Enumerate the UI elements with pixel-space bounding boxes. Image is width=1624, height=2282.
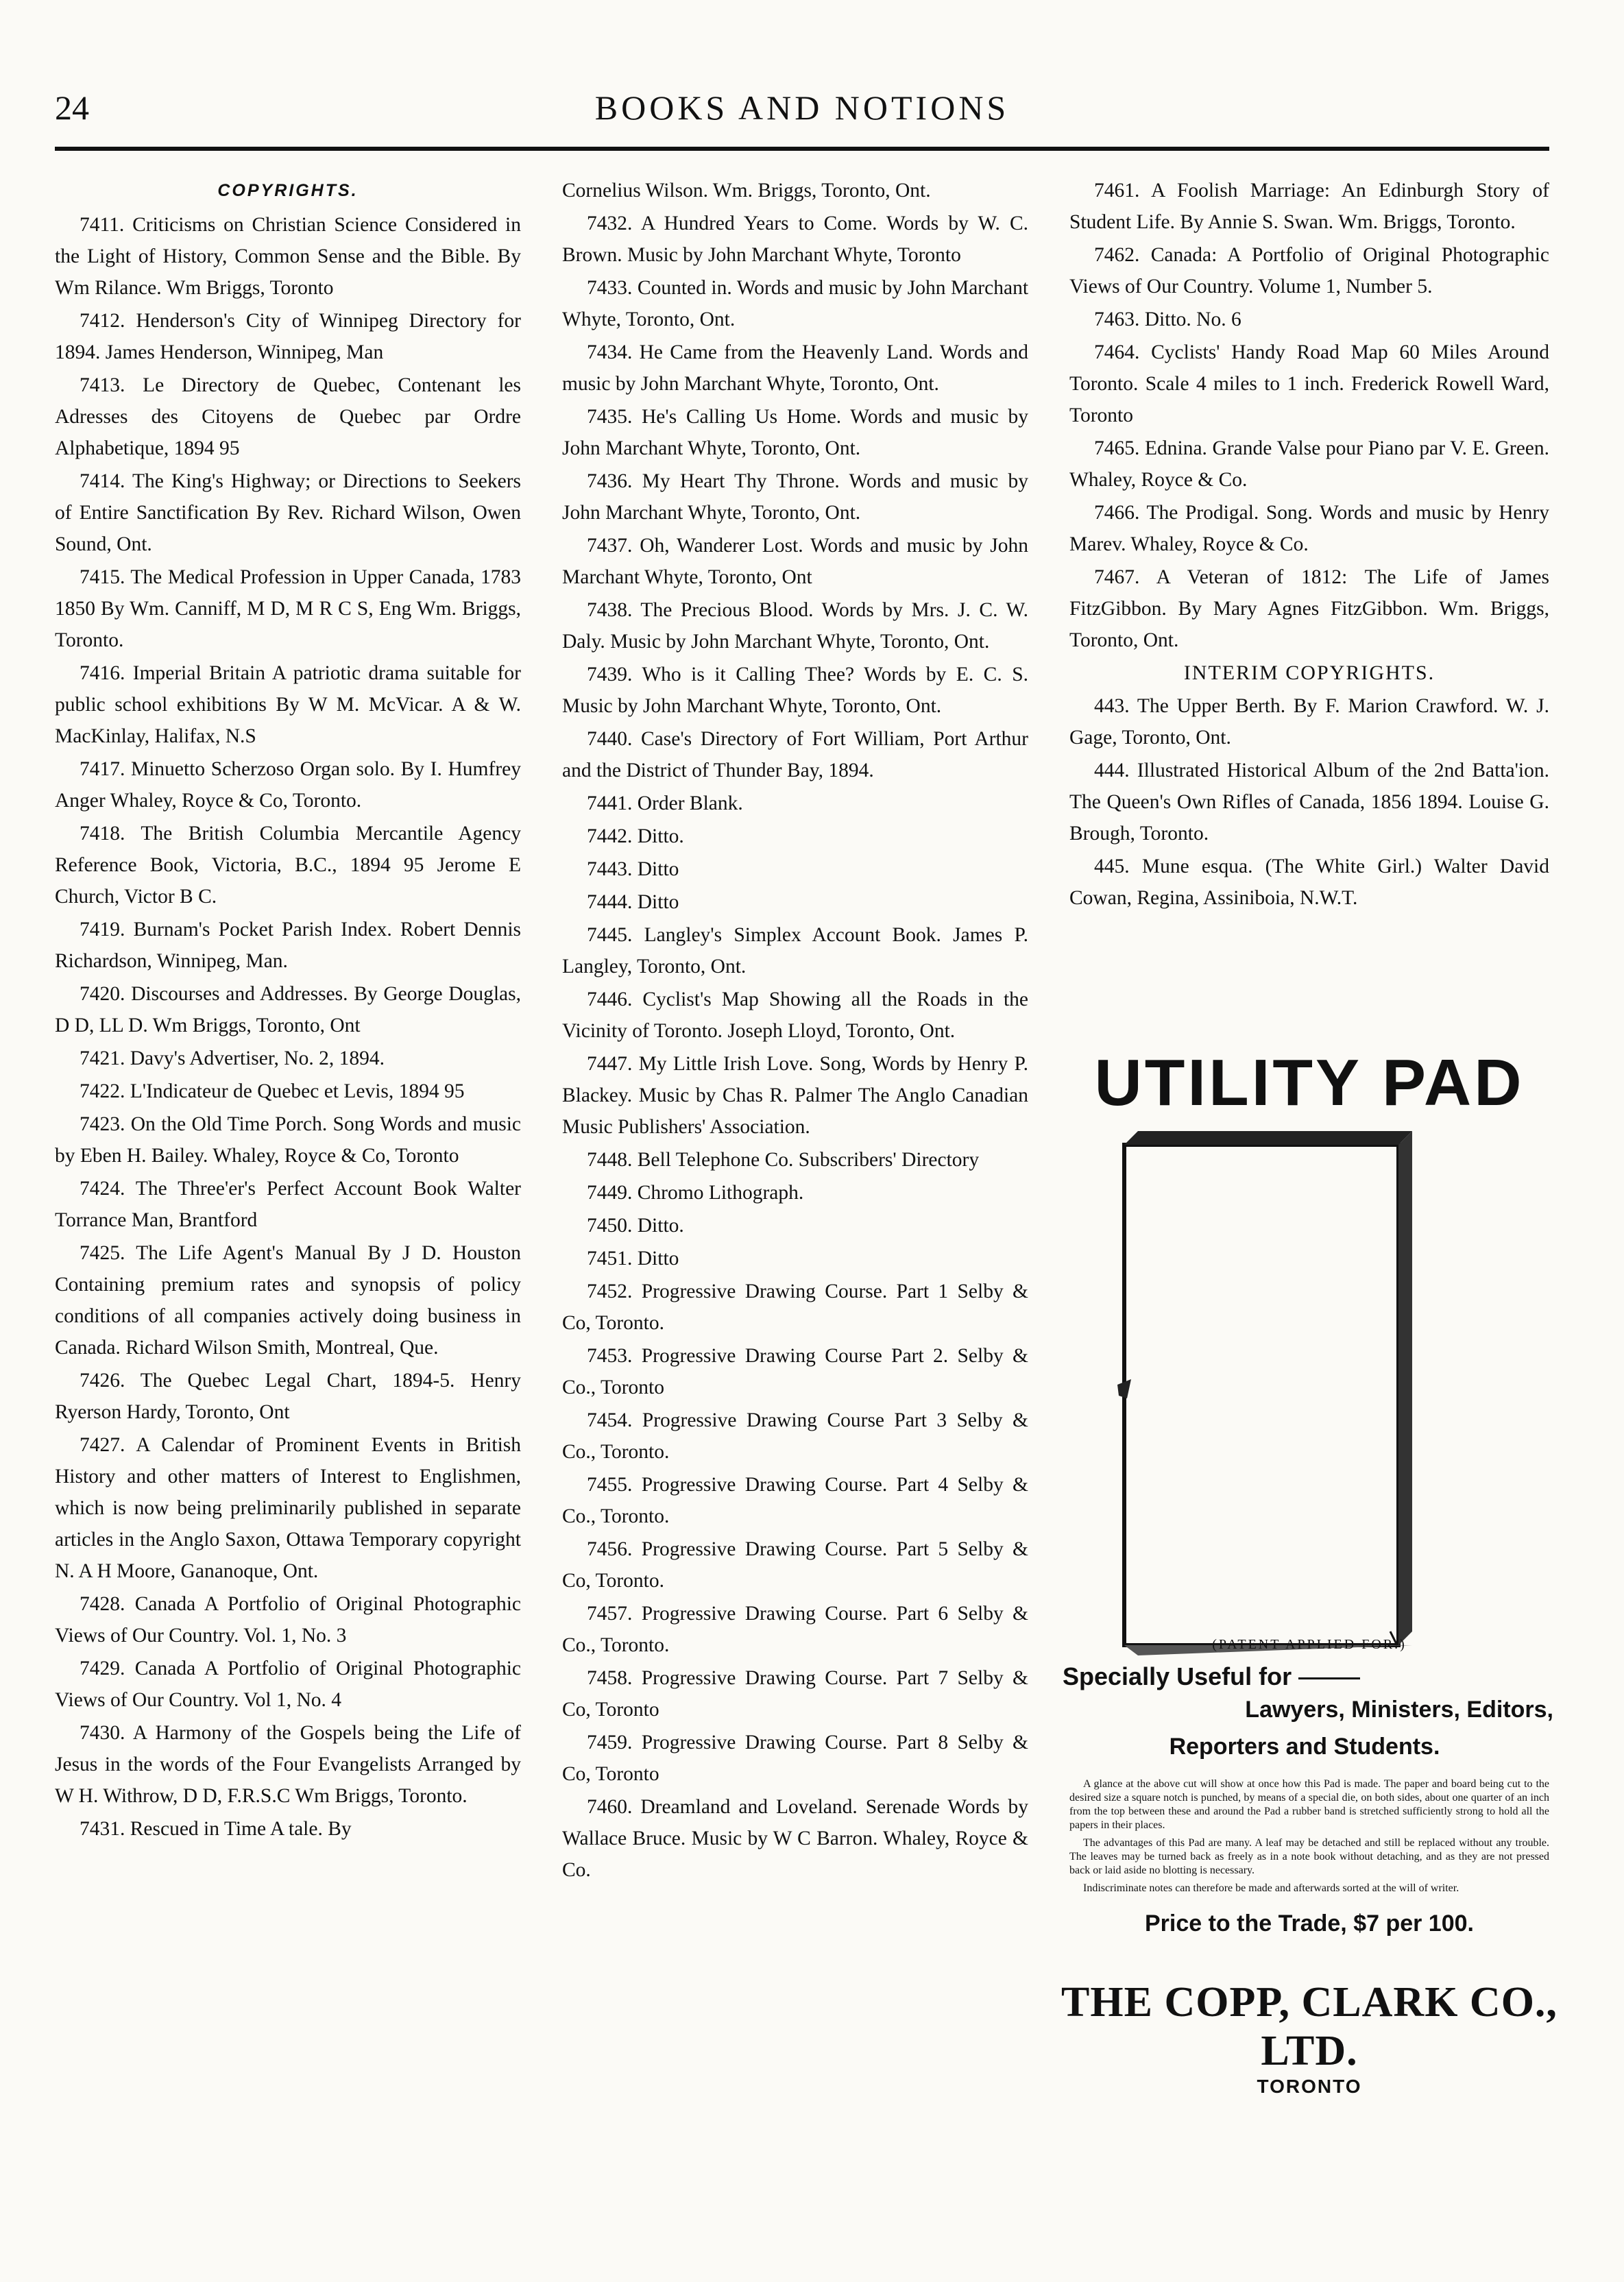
- entry-text: Burnam's Pocket Parish Index. Robert Dennis Richardson, Winnipeg, Man.: [55, 919, 522, 972]
- copyright-entry: [562, 465, 1028, 529]
- copyright-entry: [55, 305, 521, 368]
- copyright-entry: [562, 1727, 1028, 1790]
- entry-text: Bell Telephone Co. Subscribers' Directory: [637, 1149, 980, 1171]
- entry-text: A Veteran of 1812: The Life of James FitzGibbon. By Mary Agnes FitzGibbon. Wm. Briggs, Toronto, Ont.: [1069, 566, 1549, 651]
- entry-text: Ditto: [637, 858, 679, 880]
- copyright-entry: [55, 1813, 521, 1845]
- copyright-entry: [562, 1144, 1028, 1176]
- column-1-entries: [55, 209, 521, 1845]
- entry-text: Progressive Drawing Course. Part 7 Selby & Co, Toronto: [562, 1667, 1028, 1721]
- entry-text: Rescued in Time A tale. By: [130, 1818, 352, 1840]
- copyright-entry: [1069, 337, 1549, 431]
- entry-number: 7451.: [587, 1248, 633, 1270]
- column-2-entries: [562, 175, 1028, 1886]
- column-1: [55, 175, 521, 1846]
- publisher-city: TORONTO: [1257, 2076, 1362, 2097]
- audience-line-1: Lawyers, Ministers, Editors,: [1245, 1697, 1553, 1723]
- ad-text-block: [1056, 1631, 1563, 2098]
- copyright-entry: [562, 886, 1028, 918]
- entry-number: 7448.: [587, 1149, 633, 1171]
- entry-number: 7441.: [587, 792, 633, 814]
- entry-number: 7414.: [80, 470, 125, 492]
- copyright-entry: [55, 657, 521, 752]
- entry-text: Canada A Portfolio of Original Photographic Views of Our Country. Vol 1, No. 4: [55, 1658, 522, 1711]
- entry-text: My Heart Thy Throne. Words and music by John Marchant Whyte, Toronto, Ont.: [562, 470, 1028, 524]
- copyright-entry: [1069, 755, 1549, 849]
- entry-text: Ednina. Grande Valse pour Piano par V. E. Green. Whaley, Royce & Co.: [1069, 437, 1550, 491]
- entry-number: 7419.: [80, 919, 125, 940]
- dash-rule: [1298, 1677, 1360, 1679]
- copyright-entry: [562, 1533, 1028, 1597]
- entry-number: 7467.: [1094, 566, 1140, 588]
- entry-number: 7456.: [587, 1538, 633, 1560]
- copyright-entry: [1069, 239, 1549, 302]
- entry-number: 7460.: [587, 1796, 633, 1818]
- entry-number: 7459.: [587, 1732, 633, 1753]
- copyright-entry: [55, 561, 521, 656]
- audience-line-2: Reporters and Students.: [1169, 1734, 1440, 1760]
- copyright-entry: [55, 1173, 521, 1236]
- copyright-entry: [55, 1237, 521, 1363]
- copyright-entry: [1069, 497, 1549, 560]
- entry-text: Illustrated Historical Album of the 2nd Batta'ion. The Queen's Own Rifles of Canada, 1856 1894. Louise G. Brough, Toronto.: [1069, 760, 1549, 845]
- copyright-entry: [1069, 304, 1549, 335]
- copyright-entry: [1069, 690, 1549, 753]
- entry-text: Mune esqua. (The White Girl.) Walter David Cowan, Regina, Assiniboia, N.W.T.: [1069, 855, 1550, 909]
- ad-desc-para-1: A glance at the above cut will show at once how this Pad is made. The paper and board being cut to the desired size a square notch is punched, by means of a special die, on both sides, about one quarter of an inch from the top between these and around the Pad a rubber band is stretched sufficiently strong to hold all the papers in their places.: [1069, 1778, 1549, 1831]
- entry-number: 7429.: [80, 1658, 125, 1679]
- copyright-entry: [55, 1429, 521, 1587]
- utility-pad-advertisement: [1056, 1046, 1563, 1474]
- entry-number: 7416.: [80, 662, 125, 684]
- entry-number: 7457.: [587, 1603, 633, 1625]
- entry-number: 444.: [1094, 760, 1130, 781]
- pad-drawing-icon: [1104, 1124, 1419, 1659]
- copyright-entry: [562, 337, 1028, 400]
- page-number: 24: [55, 88, 89, 127]
- entry-number: 7418.: [80, 823, 125, 845]
- entry-text: The British Columbia Mercantile Agency Reference Book, Victoria, B.C., 1894 95 Jerome E Church, Victor B C.: [55, 823, 521, 908]
- entry-number: 7454.: [587, 1409, 633, 1431]
- entry-text: Discourses and Addresses. By George Douglas, D D, LL D. Wm Briggs, Toronto, Ont: [55, 983, 521, 1036]
- entry-text: The King's Highway; or Directions to Seekers of Entire Sanctification By Rev. Richard Wilson, Owen Sound, Ont.: [55, 470, 522, 555]
- entry-text: Progressive Drawing Course. Part 6 Selby & Co., Toronto.: [562, 1603, 1028, 1656]
- copyright-entry: [55, 465, 521, 560]
- entry-number: 7426.: [80, 1370, 125, 1392]
- entry-number: 7421.: [80, 1047, 125, 1069]
- entry-text: On the Old Time Porch. Song Words and music by Eben H. Bailey. Whaley, Royce & Co, Toronto: [55, 1113, 521, 1167]
- entry-number: 7453.: [587, 1345, 633, 1367]
- entry-number: 7452.: [587, 1280, 633, 1302]
- copyright-entry: [55, 978, 521, 1041]
- running-title: BOOKS AND NOTIONS: [594, 88, 1010, 127]
- entry-text: Case's Directory of Fort William, Port Arthur and the District of Thunder Bay, 1894.: [562, 728, 1029, 781]
- copyright-entry: [562, 1210, 1028, 1241]
- copyright-entry: [562, 919, 1028, 982]
- entry-number: 7420.: [80, 983, 125, 1005]
- entry-text: Le Directory de Quebec, Contenant les Adresses des Citoyens de Quebec par Ordre Alphabetique, 1894 95: [55, 374, 522, 459]
- copyright-entry: [55, 1717, 521, 1812]
- entry-text: Henderson's City of Winnipeg Directory for 1894. James Henderson, Winnipeg, Man: [55, 310, 521, 363]
- copyright-entry: [562, 530, 1028, 593]
- entry-text: Order Blank.: [637, 792, 743, 814]
- interim-title: INTERIM COPYRIGHTS.: [1183, 661, 1435, 684]
- entry-number: 7436.: [587, 470, 633, 492]
- copyright-entry: [562, 401, 1028, 464]
- copyright-entry: [562, 208, 1028, 271]
- copyright-entry: [55, 1653, 521, 1716]
- entry-number: 7417.: [80, 758, 125, 780]
- entry-text: Canada A Portfolio of Original Photographic Views of Our Country. Vol. 1, No. 3: [55, 1593, 522, 1647]
- entry-text: Counted in. Words and music by John Marchant Whyte, Toronto, Ont.: [562, 277, 1029, 330]
- copyright-entry: [55, 818, 521, 912]
- entry-text: Langley's Simplex Account Book. James P. Langley, Toronto, Ont.: [562, 924, 1028, 978]
- entry-number: 7411.: [80, 214, 125, 236]
- copyright-entry: [562, 1276, 1028, 1339]
- entry-number: 7432.: [587, 213, 633, 234]
- entry-text: A Hundred Years to Come. Words by W. C. Brown. Music by John Marchant Whyte, Toronto: [562, 213, 1028, 266]
- copyright-entry: [562, 1469, 1028, 1532]
- entry-text: My Little Irish Love. Song, Words by Henry P. Blackey. Music by Chas R. Palmer The Anglo Canadian Music Publishers' Association.: [562, 1053, 1028, 1138]
- entry-number: 7438.: [587, 599, 633, 621]
- entry-text: Ditto. No. 6: [1144, 308, 1241, 330]
- entry-text: Dreamland and Loveland. Serenade Words by Wallace Bruce. Music by W C Barron. Whaley, Royce & Co.: [562, 1796, 1029, 1881]
- copyright-entry: [55, 1043, 521, 1074]
- entry-text: The Three'er's Perfect Account Book Walter Torrance Man, Brantford: [55, 1178, 521, 1231]
- copyright-entry: [562, 175, 1028, 206]
- entry-text: A Calendar of Prominent Events in British History and other matters of Interest to Englishmen, which is now being preliminarily published in separate articles in the Anglo Saxon, Ottawa Temporary copyright N. A H Moore, Gananoque, Ont.: [55, 1434, 521, 1582]
- ad-description: [1069, 1777, 1549, 1895]
- entry-text: The Quebec Legal Chart, 1894-5. Henry Ryerson Hardy, Toronto, Ont: [55, 1370, 522, 1423]
- entry-number: 7462.: [1094, 244, 1140, 266]
- entry-text: Criticisms on Christian Science Considered in the Light of History, Common Sense and the Bible. By Wm Rilance. Wm Briggs, Toronto: [55, 214, 522, 299]
- ad-title: UTILITY PAD: [1094, 1046, 1525, 1119]
- entry-text: A Foolish Marriage: An Edinburgh Story of Student Life. By Annie S. Swan. Wm. Briggs, Toronto.: [1069, 180, 1549, 233]
- entry-number: 445.: [1094, 855, 1130, 877]
- entry-number: 7425.: [80, 1242, 125, 1264]
- entry-text: Ditto: [637, 891, 679, 913]
- entry-text: Imperial Britain A patriotic drama suitable for public school exhibitions By W M. McVicar. A & W. MacKinlay, Halifax, N.S: [55, 662, 522, 747]
- copyright-entry: [562, 272, 1028, 335]
- entry-number: 7446.: [587, 988, 633, 1010]
- copyright-entry: [1069, 433, 1549, 496]
- entry-number: 7422.: [80, 1080, 125, 1102]
- pad-illustration: [1056, 1117, 1563, 1474]
- copyright-entry: [55, 1365, 521, 1428]
- copyright-entry: [55, 1588, 521, 1651]
- entry-number: 7444.: [587, 891, 633, 913]
- entry-number: 7435.: [587, 406, 633, 428]
- entry-text: A Harmony of the Gospels being the Life of Jesus in the words of the Four Evangelists Arranged by W H. Withrow, D D, F.R.S.C Wm Briggs, Toronto.: [55, 1722, 522, 1807]
- entry-number: 7466.: [1094, 502, 1140, 524]
- copyright-entry: [562, 594, 1028, 657]
- interim-entries: [1069, 690, 1549, 914]
- entry-number: 443.: [1094, 695, 1130, 717]
- entry-number: 7445.: [587, 924, 633, 946]
- entry-text: Progressive Drawing Course. Part 5 Selby & Co, Toronto.: [562, 1538, 1028, 1592]
- copyright-entry: [55, 369, 521, 464]
- copyright-entry: [1069, 175, 1549, 238]
- entry-number: 7437.: [587, 535, 633, 557]
- entry-number: 7434.: [587, 341, 633, 363]
- column-3-entries: [1069, 175, 1549, 656]
- copyright-entry: [1069, 851, 1549, 914]
- copyright-entry: [562, 1177, 1028, 1209]
- entry-number: 7415.: [80, 566, 125, 588]
- copyright-entry: [55, 1108, 521, 1172]
- copyright-entry: [562, 659, 1028, 722]
- header-rule: [55, 147, 1549, 151]
- entry-number: 7431.: [80, 1818, 125, 1840]
- entry-number: 7433.: [587, 277, 633, 299]
- entry-number: 7423.: [80, 1113, 125, 1135]
- entry-text: Cornelius Wilson. Wm. Briggs, Toronto, Ont.: [562, 180, 931, 202]
- ad-desc-para-3: Indiscriminate notes can therefore be made and afterwards sorted at the will of writer.: [1083, 1882, 1459, 1894]
- copyright-entry: [562, 1791, 1028, 1886]
- copyright-entry: [562, 1048, 1028, 1143]
- entry-number: 7412.: [80, 310, 125, 332]
- entry-text: Cyclist's Map Showing all the Roads in the Vicinity of Toronto. Joseph Lloyd, Toronto, Ont.: [562, 988, 1028, 1042]
- entry-text: Ditto.: [637, 825, 684, 847]
- publisher-name: THE COPP, CLARK CO., LTD.: [1061, 1979, 1558, 2074]
- entry-number: 7413.: [80, 374, 125, 396]
- entry-number: 7447.: [587, 1053, 633, 1075]
- entry-text: Progressive Drawing Course. Part 1 Selby & Co, Toronto.: [562, 1280, 1028, 1334]
- entry-number: 7430.: [80, 1722, 125, 1744]
- copyright-entry: [562, 723, 1028, 786]
- entry-text: The Precious Blood. Words by Mrs. J. C. W. Daly. Music by John Marchant Whyte, Toronto, Ont.: [562, 599, 1029, 653]
- entry-text: The Prodigal. Song. Words and music by Henry Marev. Whaley, Royce & Co.: [1069, 502, 1549, 555]
- column-3: [1069, 175, 1549, 915]
- entry-text: Davy's Advertiser, No. 2, 1894.: [130, 1047, 385, 1069]
- entry-text: Chromo Lithograph.: [637, 1182, 804, 1204]
- entry-text: L'Indicateur de Quebec et Levis, 1894 95: [130, 1080, 465, 1102]
- entry-text: Canada: A Portfolio of Original Photographic Views of Our Country. Volume 1, Number 5.: [1069, 244, 1549, 298]
- entry-text: Ditto: [637, 1248, 679, 1270]
- entry-text: Progressive Drawing Course. Part 4 Selby & Co., Toronto.: [562, 1474, 1028, 1527]
- useful-for-text: Specially Useful for: [1063, 1662, 1292, 1690]
- entry-text: The Medical Profession in Upper Canada, 1783 1850 By Wm. Canniff, M D, M R C S, Eng Wm. Briggs, Toronto.: [55, 566, 521, 651]
- entry-number: 7428.: [80, 1593, 125, 1615]
- entry-text: Cyclists' Handy Road Map 60 Miles Around Toronto. Scale 4 miles to 1 inch. Frederick Rowell Ward, Toronto: [1069, 341, 1550, 426]
- entry-number: 7455.: [587, 1474, 633, 1496]
- entry-number: 7427.: [80, 1434, 125, 1456]
- copyright-entry: [562, 984, 1028, 1047]
- entry-number: 7461.: [1094, 180, 1140, 202]
- entry-number: 7464.: [1094, 341, 1140, 363]
- entry-number: 7463.: [1094, 308, 1140, 330]
- section-title: COPYRIGHTS.: [217, 181, 359, 200]
- page-header: [55, 88, 1549, 143]
- entry-text: Minuetto Scherzoso Organ solo. By I. Humfrey Anger Whaley, Royce & Co, Toronto.: [55, 758, 521, 812]
- entry-text: Oh, Wanderer Lost. Words and music by John Marchant Whyte, Toronto, Ont: [562, 535, 1029, 588]
- ad-price: Price to the Trade, $7 per 100.: [1144, 1910, 1474, 1937]
- ad-desc-para-2: The advantages of this Pad are many. A leaf may be detached and still be replaced without any trouble. The leaves may be turned back as freely as in a note book without detaching, and as they are not pressed back or laid aside no blotting is necessary.: [1069, 1837, 1549, 1876]
- copyright-entry: [55, 914, 521, 977]
- copyright-entry: [562, 1340, 1028, 1403]
- entry-number: 7458.: [587, 1667, 633, 1689]
- entry-text: The Upper Berth. By F. Marion Crawford. W. J. Gage, Toronto, Ont.: [1069, 695, 1549, 749]
- entry-text: Ditto.: [637, 1215, 684, 1237]
- useful-for: [1056, 1662, 1563, 1691]
- copyright-entry: [562, 1598, 1028, 1661]
- column-2: [562, 175, 1028, 1887]
- entry-text: Progressive Drawing Course Part 3 Selby & Co., Toronto.: [562, 1409, 1029, 1463]
- entry-text: He Came from the Heavenly Land. Words and music by John Marchant Whyte, Toronto, Ont.: [562, 341, 1028, 395]
- copyright-entry: [562, 1243, 1028, 1274]
- patent-note: (PATENT APPLIED FOR.): [1212, 1637, 1407, 1652]
- entry-text: Who is it Calling Thee? Words by E. C. S. Music by John Marchant Whyte, Toronto, Ont.: [562, 664, 1028, 717]
- copyright-entry: [562, 853, 1028, 885]
- entry-number: 7450.: [587, 1215, 633, 1237]
- copyright-entry: [1069, 561, 1549, 656]
- copyright-entry: [55, 1076, 521, 1107]
- entry-text: Progressive Drawing Course. Part 8 Selby & Co, Toronto: [562, 1732, 1028, 1785]
- copyright-entry: [562, 1662, 1028, 1725]
- copyright-entry: [55, 753, 521, 816]
- entry-number: 7440.: [587, 728, 633, 750]
- copyright-entry: [562, 788, 1028, 819]
- copyright-entry: [55, 209, 521, 304]
- entry-text: Progressive Drawing Course Part 2. Selby & Co., Toronto: [562, 1345, 1028, 1398]
- entry-number: 7442.: [587, 825, 633, 847]
- entry-text: He's Calling Us Home. Words and music by John Marchant Whyte, Toronto, Ont.: [562, 406, 1028, 459]
- entry-number: 7443.: [587, 858, 633, 880]
- entry-number: 7449.: [587, 1182, 633, 1204]
- entry-text: The Life Agent's Manual By J D. Houston Containing premium rates and synopsis of policy conditions of all companies actively doing business in Canada. Richard Wilson Smith, Montreal, Que.: [55, 1242, 522, 1359]
- entry-number: 7424.: [80, 1178, 125, 1200]
- entry-number: 7465.: [1094, 437, 1140, 459]
- copyright-entry: [562, 821, 1028, 852]
- entry-number: 7439.: [587, 664, 633, 685]
- copyright-entry: [562, 1405, 1028, 1468]
